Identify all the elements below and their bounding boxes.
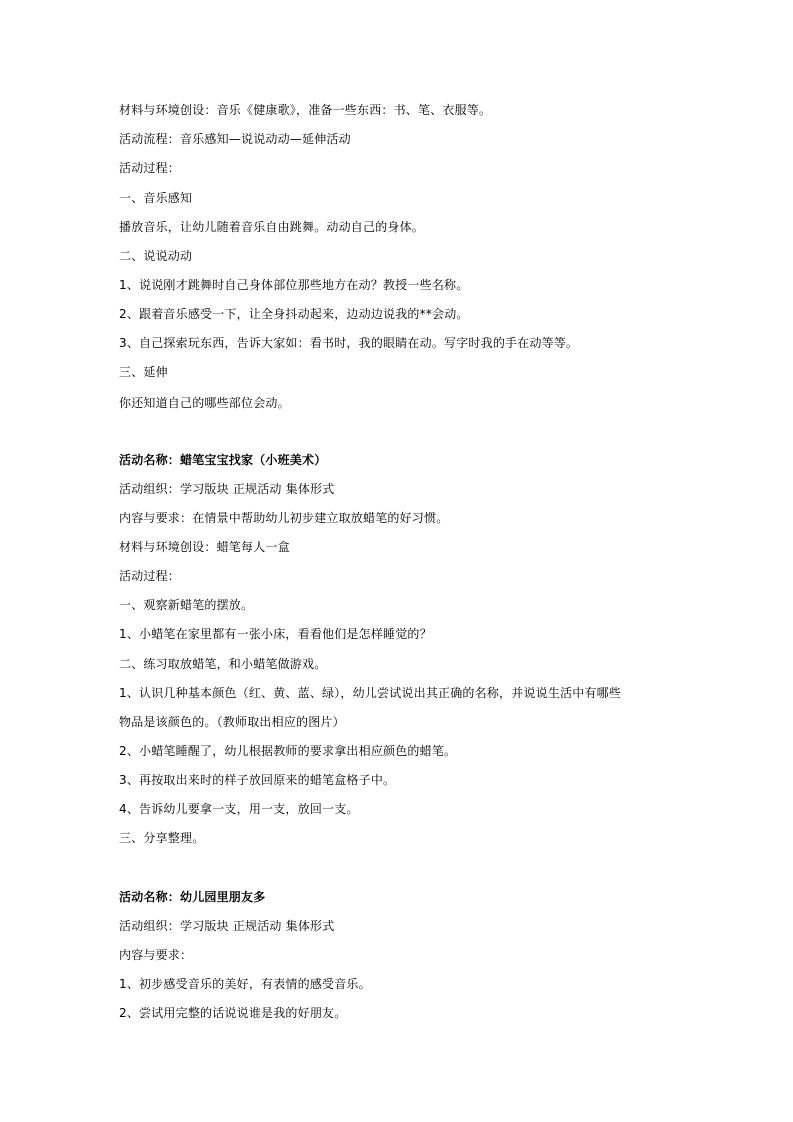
section2-requirements: 内容与要求：在情景中帮助幼儿初步建立取放蜡笔的好习惯。: [119, 511, 449, 525]
section1-step2-title: 二、说说动动: [119, 249, 193, 263]
section3-item2: 2、尝试用完整的话说说谁是我的好朋友。: [119, 1006, 347, 1020]
section2-step2-item2: 2、小蜡笔睡醒了，幼儿根据教师的要求拿出相应颜色的蜡笔。: [119, 744, 457, 758]
section2-step1-title: 一、观察新蜡笔的摆放。: [119, 598, 254, 612]
section2-step2-title: 二、练习取放蜡笔，和小蜡笔做游戏。: [119, 657, 327, 671]
section1-step3-text: 你还知道自己的哪些部位会动。: [119, 396, 290, 410]
section3-title: 活动名称：幼儿园里朋友多: [119, 890, 266, 904]
section2-step2-item3: 3、再按取出来时的样子放回原来的蜡笔盒格子中。: [119, 773, 396, 787]
section2-title: 活动名称：蜡笔宝宝找家（小班美术）: [119, 453, 327, 467]
section2-step1-item1: 1、小蜡笔在家里都有一张小床，看看他们是怎样睡觉的？: [119, 627, 432, 641]
section2-materials: 材料与环境创设：蜡笔每人一盒: [119, 540, 290, 554]
section2-organization: 活动组织：学习版块 正规活动 集体形式: [119, 482, 335, 496]
section1-step2-item3: 3、自己探索玩东西，告诉大家如：看书时，我的眼睛在动。写字时我的手在动等等。: [119, 336, 579, 350]
section1-materials: 材料与环境创设：音乐《健康歌》，准备一些东西：书、笔、衣服等。: [119, 103, 492, 117]
section2-step2-item1-line2: 物品是该颜色的。（教师取出相应的图片）: [119, 715, 345, 729]
section1-step2-item1: 1、说说刚才跳舞时自己身体部位那些地方在动？教授一些名称。: [119, 278, 469, 292]
section3-organization: 活动组织：学习版块 正规活动 集体形式: [119, 919, 335, 933]
section1-step2-item2: 2、跟着音乐感受一下，让全身抖动起来，边动边说我的**会动。: [119, 307, 469, 321]
section2-process-label: 活动过程：: [119, 569, 181, 583]
section1-flow: 活动流程：音乐感知—说说动动—延伸活动: [119, 132, 351, 146]
section3-requirements-label: 内容与要求：: [119, 948, 193, 962]
section1-step3-title: 三、延伸: [119, 365, 168, 379]
section2-step2-item4: 4、告诉幼儿要拿一支，用一支，放回一支。: [119, 802, 359, 816]
section1-process-label: 活动过程：: [119, 161, 181, 175]
section3-item1: 1、初步感受音乐的美好，有表情的感受音乐。: [119, 977, 371, 991]
section1-step1-title: 一、音乐感知: [119, 191, 193, 205]
section2-step2-item1-line1: 1、认识几种基本颜色（红、黄、蓝、绿），幼儿尝试说出其正确的名称，并说说生活中有哪些: [119, 686, 622, 700]
section1-step1-text: 播放音乐，让幼儿随着音乐自由跳舞。动动自己的身体。: [119, 220, 425, 234]
section2-step3-title: 三、分享整理。: [119, 831, 205, 845]
